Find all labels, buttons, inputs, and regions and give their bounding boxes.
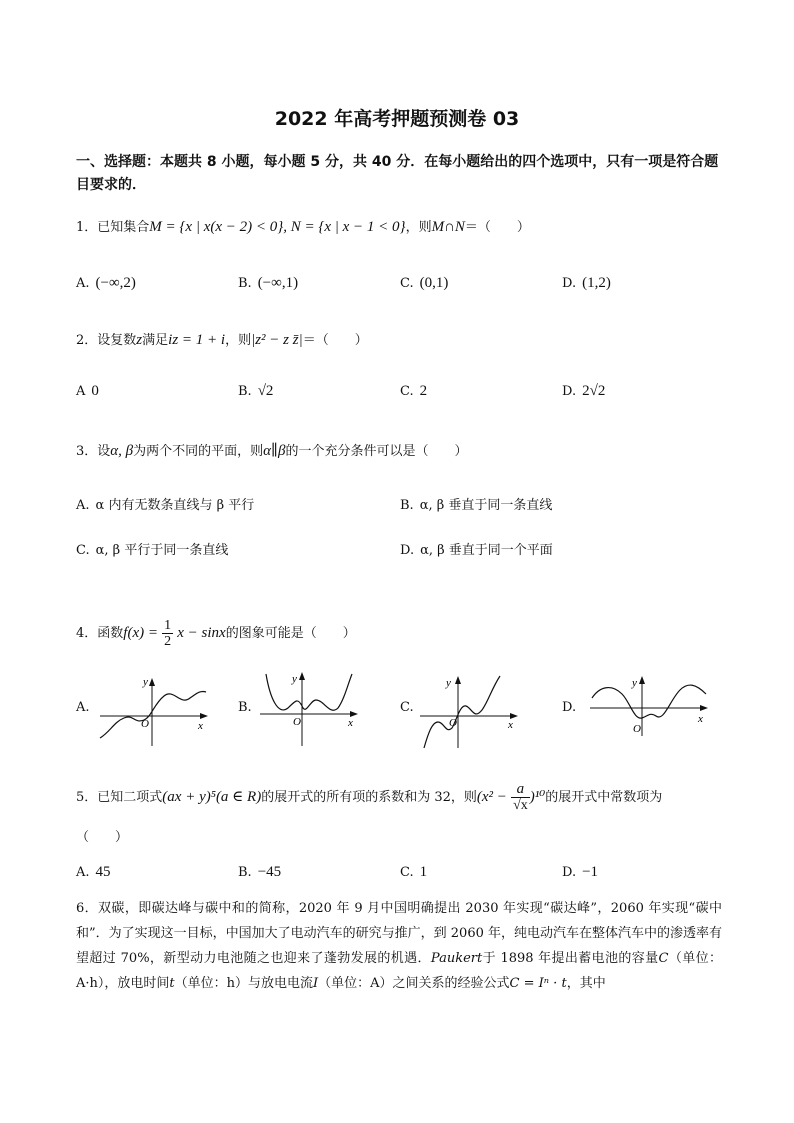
option-label: D. <box>562 865 577 880</box>
fraction <box>511 782 530 813</box>
math-expr: M = {x | x(x − 2) < 0}, N = {x | x − 1 < 0} <box>149 219 406 235</box>
option-label: C. <box>400 700 414 715</box>
question-text: ＝（ ） <box>302 333 368 348</box>
question-text: （单位：h）与放电电流 <box>174 976 314 991</box>
option-a[interactable] <box>76 862 111 883</box>
question-text: 双碳，即碳达峰与碳中和的简称，2020 年 9 月中国明确提出 2030 年实现“碳达峰”，2060 年实现“碳中和”．为了实现这一目标，中国加大了电动汽车的研究与推广，到 2060 年，纯电动汽车在整体汽车中的渗透率有望超过 70%，新型动力电池随之也迎来了蓬勃发展的机遇． <box>76 901 722 966</box>
math-expr: )¹⁰ <box>529 789 546 805</box>
axis-y-label: y <box>292 673 297 685</box>
question-text: 已知集合 <box>97 220 150 235</box>
option-b[interactable] <box>238 698 252 718</box>
option-a[interactable] <box>76 381 99 402</box>
question-text: 已知二项式 <box>97 790 163 805</box>
math-expr: C = Iⁿ · t <box>509 976 567 991</box>
question-text: 为两个不同的平面，则 <box>133 444 264 459</box>
option-label: D. <box>562 384 577 399</box>
math-expr: |z² − z z̄| <box>251 332 303 348</box>
fraction-denominator: 2 <box>164 634 172 649</box>
option-d[interactable] <box>400 541 553 561</box>
question-text: ，其中 <box>566 976 606 991</box>
option-c[interactable] <box>400 381 427 402</box>
axis-y-label: y <box>632 677 637 689</box>
option-label: B. <box>238 700 252 715</box>
graph-c[interactable] <box>416 672 522 750</box>
option-a[interactable] <box>76 698 90 718</box>
axis-x-label: x <box>198 720 203 732</box>
question-text: （单位：A）之间关系的经验公式 <box>318 976 510 991</box>
axis-x-label: x <box>698 713 703 725</box>
option-d[interactable] <box>562 273 611 294</box>
option-b[interactable] <box>400 496 552 516</box>
option-label: C. <box>400 276 414 291</box>
math-var: α, β <box>110 443 134 459</box>
question-number: 6． <box>76 901 99 916</box>
option-c[interactable] <box>400 862 427 883</box>
option-label: C. <box>400 384 414 399</box>
question-5 <box>76 782 726 813</box>
graph-d[interactable] <box>586 672 712 740</box>
option-text: α 内有无数条直线与 β 平行 <box>95 498 255 513</box>
origin-label: O <box>141 718 149 730</box>
origin-label: O <box>293 716 301 728</box>
axis-y-label: y <box>446 677 451 689</box>
question-2 <box>76 330 726 351</box>
question-text: 函数 <box>97 626 124 641</box>
math-expr: (x² − <box>476 789 507 805</box>
option-text: 2 <box>419 383 428 399</box>
origin-label: O <box>633 723 641 735</box>
option-text: α, β 垂直于同一个平面 <box>420 543 553 558</box>
option-label: A. <box>76 865 90 880</box>
math-var: t <box>169 976 175 991</box>
option-d[interactable] <box>562 698 576 718</box>
option-text: (−∞,1) <box>257 275 299 291</box>
option-label: A. <box>76 700 90 715</box>
option-label: B. <box>238 276 252 291</box>
section-header: 一、选择题：本题共 8 小题，每小题 5 分，共 40 分．在每小题给出的四个选项中，只有一项是符合题目要求的． <box>76 154 719 193</box>
option-text: (1,2) <box>582 275 611 291</box>
page-title: 2022 年高考押题预测卷 03 <box>274 108 520 130</box>
question-text: 设 <box>97 444 111 459</box>
question-text: ，则 <box>405 220 432 235</box>
option-label: B. <box>400 498 414 513</box>
option-d[interactable] <box>562 862 598 883</box>
math-var: C <box>658 951 669 966</box>
option-label: D. <box>562 700 577 715</box>
option-text: 0 <box>91 383 99 399</box>
question-text: ＝（ ） <box>464 220 530 235</box>
option-c[interactable] <box>76 541 228 561</box>
option-text: −45 <box>257 864 282 880</box>
option-c[interactable] <box>400 698 414 718</box>
math-expr: α∥β <box>263 443 286 459</box>
option-label: B. <box>238 865 252 880</box>
option-label: C. <box>400 865 414 880</box>
option-text: 2√2 <box>582 383 606 399</box>
question-text: 设复数 <box>97 333 137 348</box>
axis-y-label: y <box>143 676 148 688</box>
option-label: D. <box>562 276 577 291</box>
function-graph-c <box>416 672 522 750</box>
author-name: Paukert <box>430 951 483 966</box>
question-number: 1． <box>76 220 98 235</box>
graph-b[interactable] <box>256 668 362 748</box>
function-graph-a <box>96 672 212 748</box>
option-label: A <box>76 384 86 399</box>
question-6 <box>76 896 722 996</box>
origin-label: O <box>449 717 457 729</box>
function-graph-d <box>586 672 712 740</box>
option-b[interactable] <box>238 381 273 402</box>
fraction <box>162 618 173 649</box>
question-number: 4． <box>76 626 98 641</box>
question-text: 的图象可能是（ ） <box>225 626 356 641</box>
question-text: ，则 <box>225 333 252 348</box>
option-text: √2 <box>257 383 274 399</box>
math-expr: iz = 1 + i <box>168 332 226 348</box>
option-b[interactable] <box>238 273 298 294</box>
option-text: −1 <box>582 864 599 880</box>
fraction-numerator: a <box>511 782 530 798</box>
math-expr: f(x) = <box>123 625 158 641</box>
fraction-denominator: √x <box>513 798 528 813</box>
option-b[interactable] <box>238 862 281 883</box>
question-number: 2． <box>76 333 98 348</box>
option-text: α, β 平行于同一条直线 <box>95 543 229 558</box>
answer-paren: （ ） <box>76 830 129 845</box>
option-label: B. <box>238 384 252 399</box>
question-3 <box>76 441 726 462</box>
fraction-numerator: 1 <box>164 618 172 633</box>
math-expr: x − sinx <box>177 625 226 641</box>
math-expr: M∩N <box>431 219 465 235</box>
function-graph-b <box>256 668 362 748</box>
option-a[interactable] <box>76 273 136 294</box>
option-label: A. <box>76 498 90 513</box>
question-text: 的展开式的所有项的系数和为 32，则 <box>261 790 477 805</box>
option-text: α, β 垂直于同一条直线 <box>419 498 553 513</box>
question-number: 5． <box>76 790 98 805</box>
option-label: D. <box>400 543 415 558</box>
question-text: 的展开式中常数项为 <box>545 790 663 805</box>
option-text: (−∞,2) <box>95 275 136 291</box>
question-4 <box>76 618 726 649</box>
axis-x-label: x <box>508 719 513 731</box>
option-a[interactable] <box>76 496 254 516</box>
option-text: (0,1) <box>419 275 449 291</box>
math-var: I <box>313 976 319 991</box>
math-expr: (ax + y)⁵(a ∈ R) <box>162 789 262 805</box>
option-text: 45 <box>95 864 111 880</box>
question-text: （单位：A·h），放电时间 <box>76 951 722 991</box>
question-text: 于 1898 年提出蓄电池的容量 <box>482 951 659 966</box>
option-label: C. <box>76 543 90 558</box>
graph-a[interactable] <box>96 672 212 748</box>
option-c[interactable] <box>400 273 448 294</box>
axis-x-label: x <box>348 717 353 729</box>
question-text: 满足 <box>142 333 169 348</box>
question-1 <box>76 217 726 238</box>
math-var: z <box>136 332 143 348</box>
option-text: 1 <box>419 864 428 880</box>
option-label: A. <box>76 276 90 291</box>
option-d[interactable] <box>562 381 605 402</box>
question-text: 的一个充分条件可以是（ ） <box>285 444 468 459</box>
question-number: 3． <box>76 444 98 459</box>
